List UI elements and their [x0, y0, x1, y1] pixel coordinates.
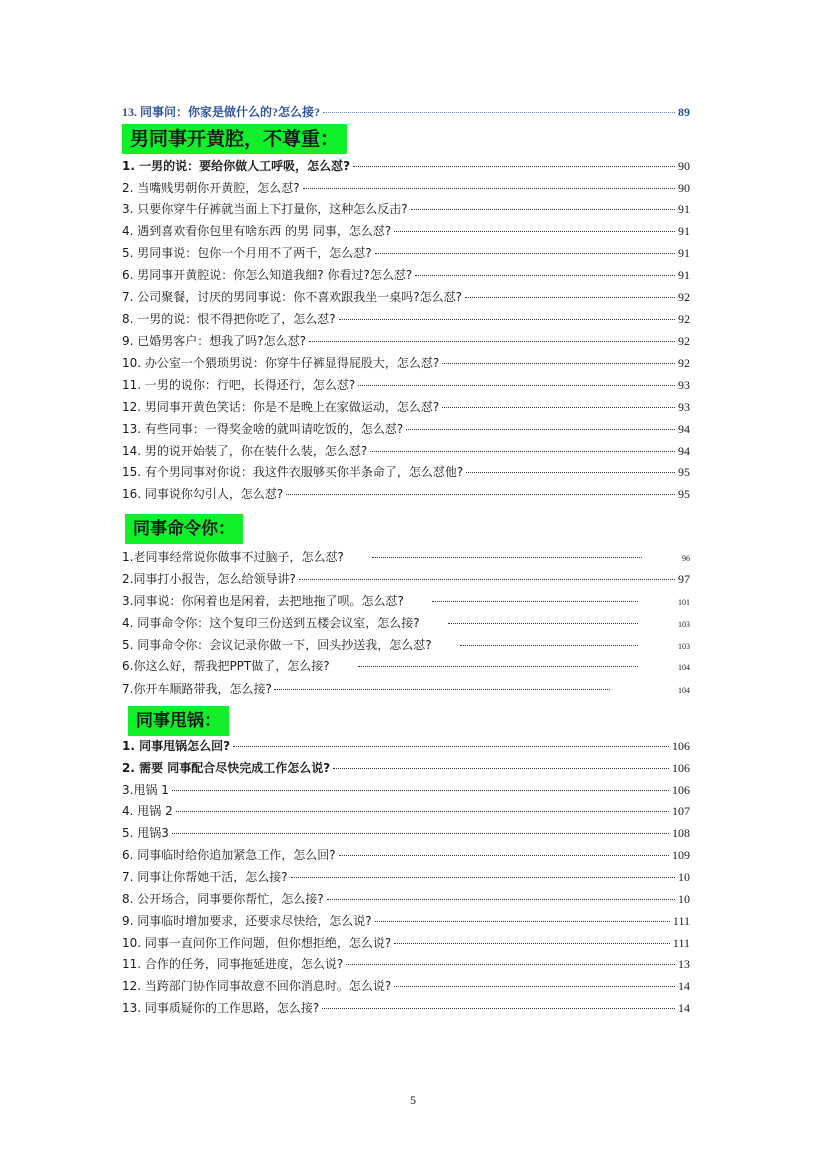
- page-number: 5: [410, 1093, 416, 1107]
- leader-dots: [327, 899, 675, 900]
- toc-entry-title: 4. 甩锅 2: [122, 804, 173, 818]
- toc-entry-title: 1. 一男的说：要给你做人工呼吸，怎么怼?: [122, 159, 351, 173]
- toc-entry[interactable]: [122, 802, 690, 822]
- toc-entry-page: 108: [672, 826, 690, 840]
- toc-entry[interactable]: [122, 288, 690, 308]
- toc-entry-page: 97: [678, 572, 690, 586]
- toc-entry-title: 2. 需要 同事配合尽快完成工作怎么说?: [122, 761, 331, 775]
- toc-entry[interactable]: [122, 354, 690, 374]
- toc-entry-page: 92: [678, 356, 690, 370]
- toc-entry-page: 96: [682, 554, 690, 563]
- toc-entry[interactable]: [122, 179, 690, 199]
- toc-entry-title: 12. 男同事开黄色笑话：你是不是晚上在家做运动，怎么怼?: [122, 400, 440, 414]
- toc-entry-title: 1. 同事甩锅怎么回?: [122, 739, 231, 753]
- toc-entry[interactable]: [122, 824, 690, 844]
- toc-entry[interactable]: [122, 570, 690, 590]
- toc-entry-page: 90: [678, 181, 690, 195]
- toc-entry-page: 13: [678, 957, 690, 971]
- toc-entry[interactable]: [122, 868, 690, 888]
- toc-entry[interactable]: [122, 222, 690, 242]
- toc-entry[interactable]: [122, 200, 690, 220]
- toc-entry-title: 3.同事说：你闲着也是闲着，去把地拖了呗。怎么怼?: [122, 594, 404, 608]
- toc-entry-page: 101: [678, 598, 690, 607]
- toc-entry-page: 91: [678, 268, 690, 282]
- section-heading-blame-shifting: 同事甩锅：: [128, 706, 229, 736]
- toc-entry[interactable]: [122, 614, 690, 634]
- toc-entry-page: 107: [672, 804, 690, 818]
- toc-entry[interactable]: [122, 846, 690, 866]
- leader-dots: [322, 1008, 675, 1009]
- toc-entry[interactable]: [122, 781, 690, 801]
- toc-entry-page: 10: [678, 870, 690, 884]
- leader-dots: [448, 623, 638, 624]
- toc-entry[interactable]: [122, 157, 690, 177]
- leader-dots: [286, 494, 675, 495]
- leader-dots: [466, 472, 675, 473]
- toc-entry-title: 13. 有些同事：一得奖金啥的就叫请吃饭的，怎么怼?: [122, 422, 404, 436]
- leader-dots: [172, 833, 669, 834]
- leader-dots: [394, 943, 670, 944]
- toc-entry[interactable]: [122, 463, 690, 483]
- leader-dots: [274, 689, 610, 690]
- toc-entry[interactable]: [122, 244, 690, 264]
- toc-entry[interactable]: [122, 890, 690, 910]
- toc-entry-title: 11. 一男的说你：行吧，长得还行，怎么怼?: [122, 378, 356, 392]
- leader-dots: [358, 385, 675, 386]
- toc-entry-page: 90: [678, 159, 690, 173]
- toc-entry-title: 6. 男同事开黄腔说：你怎么知道我细? 你看过?怎么怼?: [122, 268, 413, 282]
- toc-entry-title: 5. 甩锅3: [122, 826, 169, 840]
- toc-entry-page: 104: [678, 663, 690, 672]
- toc-entry-page: 103: [678, 620, 690, 629]
- leader-dots: [176, 811, 669, 812]
- toc-entry-page: 91: [678, 246, 690, 260]
- toc-entry-title: 7. 公司聚餐，讨厌的男同事说：你不喜欢跟我坐一桌吗?怎么怼?: [122, 290, 463, 304]
- toc-entry-title: 12. 当跨部门协作同事故意不回你消息时。怎么说?: [122, 979, 392, 993]
- toc-entry-title: 13. 同事质疑你的工作思路，怎么接?: [122, 1001, 320, 1015]
- leader-dots: [460, 645, 638, 646]
- section-heading-colleague-orders: 同事命令你：: [125, 514, 243, 544]
- toc-entry[interactable]: [122, 103, 690, 123]
- toc-entry[interactable]: [122, 657, 690, 677]
- toc-entry[interactable]: [122, 636, 690, 656]
- leader-dots: [415, 275, 675, 276]
- toc-entry-page: 94: [678, 422, 690, 436]
- toc-entry-title: 8. 一男的说：恨不得把你吃了，怎么怼?: [122, 312, 336, 326]
- toc-entry[interactable]: [122, 680, 690, 700]
- toc-entry-title: 8. 公开场合，同事要你帮忙，怎么接?: [122, 892, 324, 906]
- toc-entry[interactable]: [122, 737, 690, 757]
- leader-dots: [465, 297, 675, 298]
- toc-entry[interactable]: [122, 934, 690, 954]
- toc-entry-page: 89: [678, 105, 690, 119]
- leader-dots: [353, 166, 675, 167]
- toc-entry-page: 103: [678, 642, 690, 651]
- leader-dots: [346, 964, 675, 965]
- leader-dots: [358, 666, 638, 667]
- toc-entry[interactable]: [122, 548, 690, 568]
- leader-dots: [372, 557, 642, 558]
- toc-entry[interactable]: [122, 977, 690, 997]
- toc-entry-title: 4. 同事命令你：这个复印三份送到五楼会议室，怎么接?: [122, 616, 420, 630]
- leader-dots: [375, 253, 675, 254]
- toc-entry-page: 91: [678, 224, 690, 238]
- leader-dots: [233, 746, 669, 747]
- toc-entry-page: 111: [672, 936, 690, 950]
- toc-entry-page: 111: [672, 914, 690, 928]
- toc-entry-page: 14: [678, 979, 690, 993]
- leader-dots: [406, 429, 675, 430]
- toc-entry-title: 5. 同事命令你：会议记录你做一下，回头抄送我，怎么怼?: [122, 638, 432, 652]
- leader-dots: [375, 921, 670, 922]
- toc-entry-title: 5. 男同事说：包你一个月用不了两千，怎么怼?: [122, 246, 372, 260]
- toc-entry[interactable]: [122, 310, 690, 330]
- leader-dots: [333, 768, 669, 769]
- toc-entry-title: 13. 同事问：你家是做什么的?怎么接?: [122, 105, 321, 119]
- toc-entry-title: 6.你这么好，帮我把PPT做了，怎么接?: [122, 659, 330, 673]
- toc-entry-page: 91: [678, 202, 690, 216]
- toc-entry-title: 11. 合作的任务，同事拖延进度，怎么说?: [122, 957, 344, 971]
- toc-entry-title: 3.甩锅 1: [122, 783, 169, 797]
- toc-entry-title: 4. 遇到喜欢看你包里有啥东西 的男 同事，怎么怼?: [122, 224, 392, 238]
- toc-entry-page: 95: [678, 487, 690, 501]
- toc-entry[interactable]: [122, 592, 690, 612]
- toc-entry-page: 14: [678, 1001, 690, 1015]
- leader-dots: [370, 451, 675, 452]
- toc-entry-page: 93: [678, 400, 690, 414]
- toc-entry-page: 93: [678, 378, 690, 392]
- toc-entry-title: 7. 同事让你帮她干活，怎么接?: [122, 870, 288, 884]
- leader-dots: [299, 579, 675, 580]
- toc-entry-page: 106: [672, 783, 690, 797]
- toc-entry-page: 94: [678, 444, 690, 458]
- leader-dots: [339, 855, 669, 856]
- toc-entry[interactable]: [122, 332, 690, 352]
- toc-entry-title: 15. 有个男同事对你说：我这件衣服够买你半条命了，怎么怼他?: [122, 465, 464, 479]
- toc-entry-title: 14. 男的说开始装了，你在装什么装，怎么怼?: [122, 444, 368, 458]
- toc-entry-title: 2.同事打小报告，怎么给领导讲?: [122, 572, 296, 586]
- section-heading-male-colleague: 男同事开黄腔，不尊重：: [122, 124, 347, 154]
- toc-entry[interactable]: [122, 759, 690, 779]
- leader-dots: [309, 341, 675, 342]
- toc-entry-page: 106: [672, 739, 690, 753]
- toc-entry-page: 106: [672, 761, 690, 775]
- toc-entry[interactable]: [122, 420, 690, 440]
- leader-dots: [303, 188, 675, 189]
- leader-dots: [339, 319, 675, 320]
- toc-entry-title: 3. 只要你穿牛仔裤就当面上下打量你，这种怎么反击?: [122, 202, 408, 216]
- toc-entry-title: 9. 同事临时增加要求，还要求尽快给，怎么说?: [122, 914, 372, 928]
- leader-dots: [411, 209, 675, 210]
- leader-dots: [291, 877, 675, 878]
- toc-entry[interactable]: [122, 485, 690, 505]
- toc-entry-page: 10: [678, 892, 690, 906]
- toc-entry-page: 92: [678, 334, 690, 348]
- toc-entry-page: 92: [678, 290, 690, 304]
- toc-entry-title: 1.老同事经常说你做事不过脑子，怎么怼?: [122, 550, 344, 564]
- toc-entry[interactable]: [122, 999, 690, 1019]
- leader-dots: [442, 407, 675, 408]
- toc-entry[interactable]: [122, 912, 690, 932]
- leader-dots: [432, 601, 638, 602]
- leader-dots: [394, 231, 675, 232]
- toc-entry-page: 104: [678, 686, 690, 695]
- leader-dots: [442, 363, 675, 364]
- toc-entry[interactable]: [122, 442, 690, 462]
- leader-dots: [394, 986, 675, 987]
- leader-dots: [323, 112, 675, 113]
- toc-entry[interactable]: [122, 398, 690, 418]
- toc-entry-title: 9. 已婚男客户：想我了吗?怎么怼?: [122, 334, 307, 348]
- toc-entry-page: 109: [672, 848, 690, 862]
- toc-entry[interactable]: [122, 955, 690, 975]
- toc-entry[interactable]: [122, 266, 690, 286]
- toc-entry-title: 6. 同事临时给你追加紧急工作，怎么回?: [122, 848, 336, 862]
- toc-entry-title: 10. 同事一直问你工作问题，但你想拒绝，怎么说?: [122, 936, 392, 950]
- toc-entry-title: 10. 办公室一个猥琐男说：你穿牛仔裤显得屁股大，怎么怼?: [122, 356, 440, 370]
- toc-entry-title: 7.你开车顺路带我，怎么接?: [122, 682, 272, 696]
- toc-entry-page: 95: [678, 465, 690, 479]
- toc-entry-page: 92: [678, 312, 690, 326]
- toc-entry-title: 2. 当嘴贱男朝你开黄腔，怎么怼?: [122, 181, 300, 195]
- leader-dots: [172, 790, 669, 791]
- toc-entry-title: 16. 同事说你勾引人，怎么怼?: [122, 487, 284, 501]
- toc-entry[interactable]: [122, 376, 690, 396]
